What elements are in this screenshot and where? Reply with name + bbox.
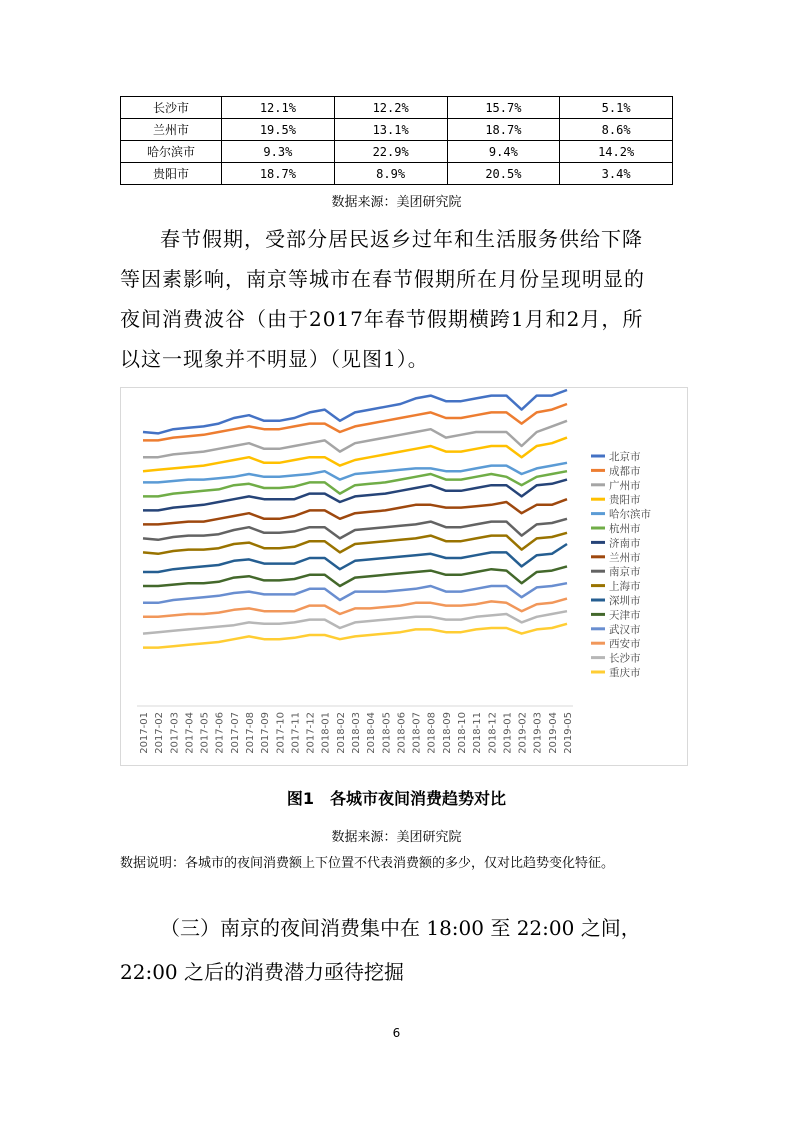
legend-label: 天津市 (609, 609, 641, 622)
legend-label: 武汉市 (609, 623, 641, 636)
x-tick-label: 2019-02 (517, 712, 529, 754)
legend-label: 哈尔滨市 (609, 508, 651, 521)
x-tick-label: 2019-03 (532, 712, 544, 754)
body-paragraph (120, 219, 680, 379)
x-tick-label: 2017-08 (245, 712, 256, 754)
legend-label: 广州市 (609, 479, 641, 492)
legend-label: 北京市 (609, 451, 641, 463)
series-line-11 (143, 566, 567, 586)
x-tick-label: 2017-06 (214, 712, 226, 754)
value-cell: 14.2% (560, 141, 673, 163)
value-cell: 9.4% (447, 141, 560, 163)
series-line-1 (143, 404, 567, 440)
value-cell: 15.7% (447, 97, 560, 119)
x-tick-label: 2017-07 (229, 712, 241, 754)
table-row (121, 163, 673, 185)
x-tick-label: 2019-05 (563, 712, 574, 754)
x-tick-label: 2017-01 (139, 712, 150, 754)
section-line-2: 22:00 之后的消费潜力亟待挖掘 (120, 960, 404, 984)
x-tick-label: 2017-11 (290, 712, 302, 754)
legend-label: 贵阳市 (609, 494, 641, 507)
value-cell: 12.2% (334, 97, 447, 119)
legend-label: 兰州市 (609, 551, 641, 564)
value-cell: 9.3% (222, 141, 335, 163)
value-cell: 3.4% (560, 163, 673, 185)
page-number: 6 (392, 1026, 401, 1040)
x-tick-label: 2018-11 (472, 712, 484, 754)
x-tick-label: 2018-05 (381, 712, 393, 754)
x-tick-label: 2017-09 (260, 712, 272, 754)
figure-source: 数据来源：美团研究院 (331, 830, 462, 845)
paragraph-line: 夜间消费波谷（由于2017年春节假期横跨1月和2月，所 (120, 307, 644, 331)
value-cell: 5.1% (560, 97, 673, 119)
value-cell: 18.7% (447, 119, 560, 141)
chart-svg (121, 388, 687, 765)
x-tick-label: 2017-02 (154, 712, 166, 754)
value-cell: 13.1% (334, 119, 447, 141)
x-tick-label: 2018-01 (320, 712, 332, 754)
value-cell: 8.6% (560, 119, 673, 141)
legend-label: 杭州市 (609, 523, 641, 535)
x-tick-label: 2018-06 (396, 712, 408, 754)
city-cell: 贵阳市 (121, 163, 222, 185)
legend-label: 西安市 (609, 638, 641, 651)
x-tick-label: 2018-08 (426, 712, 438, 754)
value-cell: 19.5% (222, 119, 335, 141)
paragraph-line: 等因素影响，南京等城市在春节假期所在月份呈现明显的 (120, 267, 645, 291)
table-source: 数据来源：美团研究院 (331, 195, 462, 210)
legend-label: 成都市 (609, 465, 641, 478)
value-cell: 8.9% (334, 163, 447, 185)
value-cell: 22.9% (334, 141, 447, 163)
series-line-12 (143, 583, 567, 603)
x-tick-label: 2018-02 (335, 712, 347, 754)
value-cell: 20.5% (447, 163, 560, 185)
data-note: 数据说明：各城市的夜间消费额上下位置不代表消费额的多少，仅对比趋势变化特征。 (120, 856, 615, 871)
section-heading (120, 906, 680, 994)
city-cell: 长沙市 (121, 97, 222, 119)
figure-caption: 图1 各城市夜间消费趋势对比 (286, 789, 507, 808)
x-tick-label: 2017-04 (184, 712, 196, 754)
legend-label: 南京市 (609, 566, 641, 579)
x-tick-label: 2017-12 (305, 712, 317, 754)
legend-label: 重庆市 (609, 667, 641, 679)
growth-table (120, 96, 673, 185)
legend-label: 上海市 (609, 580, 641, 593)
section-line-1: （三）南京的夜间消费集中在 18:00 至 22:00 之间， (160, 916, 641, 940)
legend-label: 长沙市 (609, 652, 641, 665)
x-tick-label: 2017-03 (169, 712, 181, 754)
x-tick-label: 2019-01 (502, 712, 514, 754)
x-tick-label: 2018-07 (411, 712, 423, 754)
table-row (121, 119, 673, 141)
x-tick-label: 2017-05 (199, 712, 211, 754)
legend-label: 济南市 (609, 537, 641, 550)
paragraph-line: 以这一现象并不明显）（见图1）。 (120, 347, 429, 371)
legend-label: 深圳市 (609, 595, 641, 607)
x-tick-label: 2018-04 (366, 712, 378, 754)
table-row (121, 141, 673, 163)
x-tick-label: 2018-10 (457, 712, 468, 754)
paragraph-line: 春节假期，受部分居民返乡过年和生活服务供给下降 (160, 227, 643, 251)
value-cell: 18.7% (222, 163, 335, 185)
city-cell: 兰州市 (121, 119, 222, 141)
x-tick-label: 2018-12 (487, 712, 499, 754)
value-cell: 12.1% (222, 97, 335, 119)
x-tick-label: 2017-10 (275, 712, 287, 754)
x-tick-label: 2018-09 (441, 712, 453, 754)
city-cell: 哈尔滨市 (121, 141, 222, 163)
x-tick-label: 2018-03 (351, 712, 362, 754)
night-consumption-chart (120, 387, 688, 766)
x-tick-label: 2019-04 (547, 712, 559, 754)
table-row (121, 97, 673, 119)
